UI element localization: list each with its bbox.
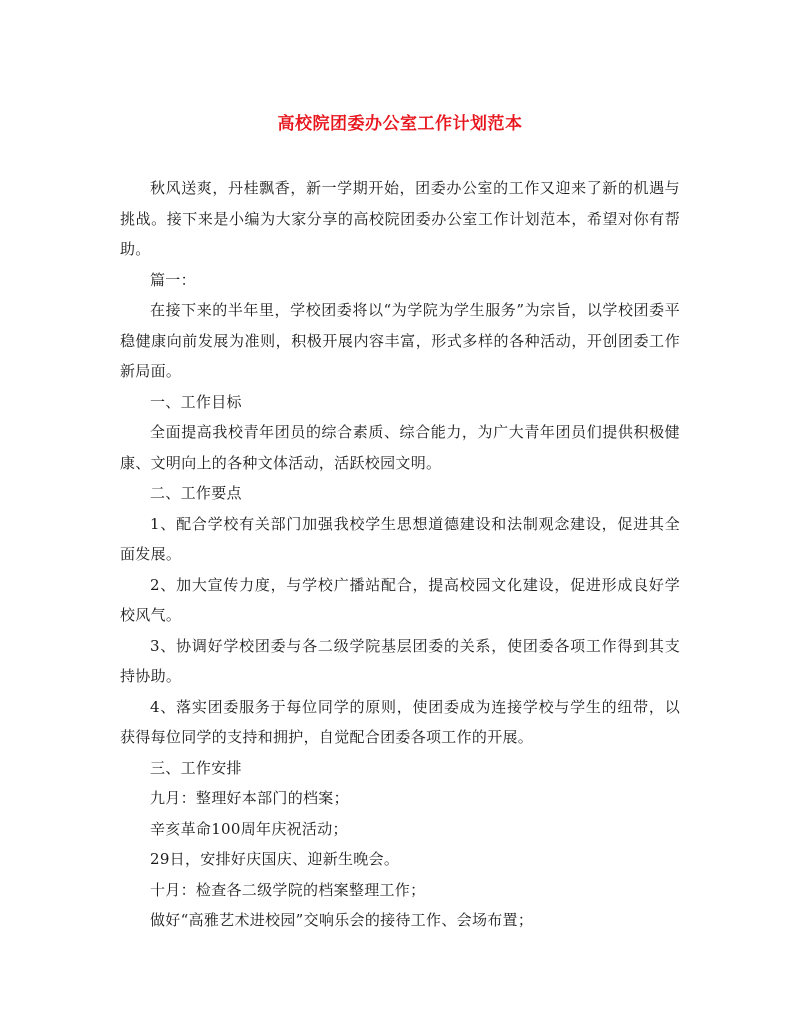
- point-item-1: 1、配合学校有关部门加强我校学生思想道德建设和法制观念建设，促进其全面发展。: [120, 514, 680, 563]
- document-title: 高校院团委办公室工作计划范本: [277, 114, 523, 134]
- point-item-3: 3、协调好学校团委与各二级学院基层团委的关系，使团委各项工作得到其支持协助。: [120, 636, 680, 685]
- heading-work-points: 二、工作要点: [150, 484, 242, 502]
- schedule-item: 29日，安排好庆国庆、迎新生晚会。: [150, 850, 400, 868]
- heading-work-schedule: 三、工作安排: [150, 758, 242, 777]
- document-body: [120, 173, 680, 936]
- schedule-item: 九月：整理好本部门的档案；: [150, 789, 349, 807]
- heading-work-goals: 一、工作目标: [150, 392, 242, 411]
- point-item-2: 2、加大宣传力度，与学校广播站配合，提高校园文化建设，促进形成良好学校风气。: [120, 575, 680, 624]
- intro-paragraph: 秋风送爽，丹桂飘香，新一学期开始，团委办公室的工作又迎来了新的机遇与挑战。接下来是小编为大家分享的高校院团委办公室工作计划范本，希望对你有帮助。: [120, 179, 680, 258]
- schedule-item: 十月：检查各二级学院的档案整理工作；: [150, 880, 426, 899]
- section-label-part-one: 篇一：: [150, 270, 196, 289]
- schedule-item: 辛亥革命100周年庆祝活动；: [150, 819, 348, 838]
- overview-paragraph: 在接下来的半年里，学校团委将以“为学院为学生服务”为宗旨，以学校团委平稳健康向前发展为准则，积极开展内容丰富，形式多样的各种活动，开创团委工作新局面。: [120, 301, 680, 380]
- goals-paragraph: 全面提高我校青年团员的综合素质、综合能力，为广大青年团员们提供积极健康、文明向上的各种文体活动，活跃校园文明。: [120, 423, 680, 472]
- point-item-4: 4、落实团委服务于每位同学的原则，使团委成为连接学校与学生的纽带，以获得每位同学的支持和拥护，自觉配合团委各项工作的开展。: [120, 697, 680, 746]
- schedule-item: 做好“高雅艺术进校园”交响乐会的接待工作、会场布置；: [150, 911, 534, 929]
